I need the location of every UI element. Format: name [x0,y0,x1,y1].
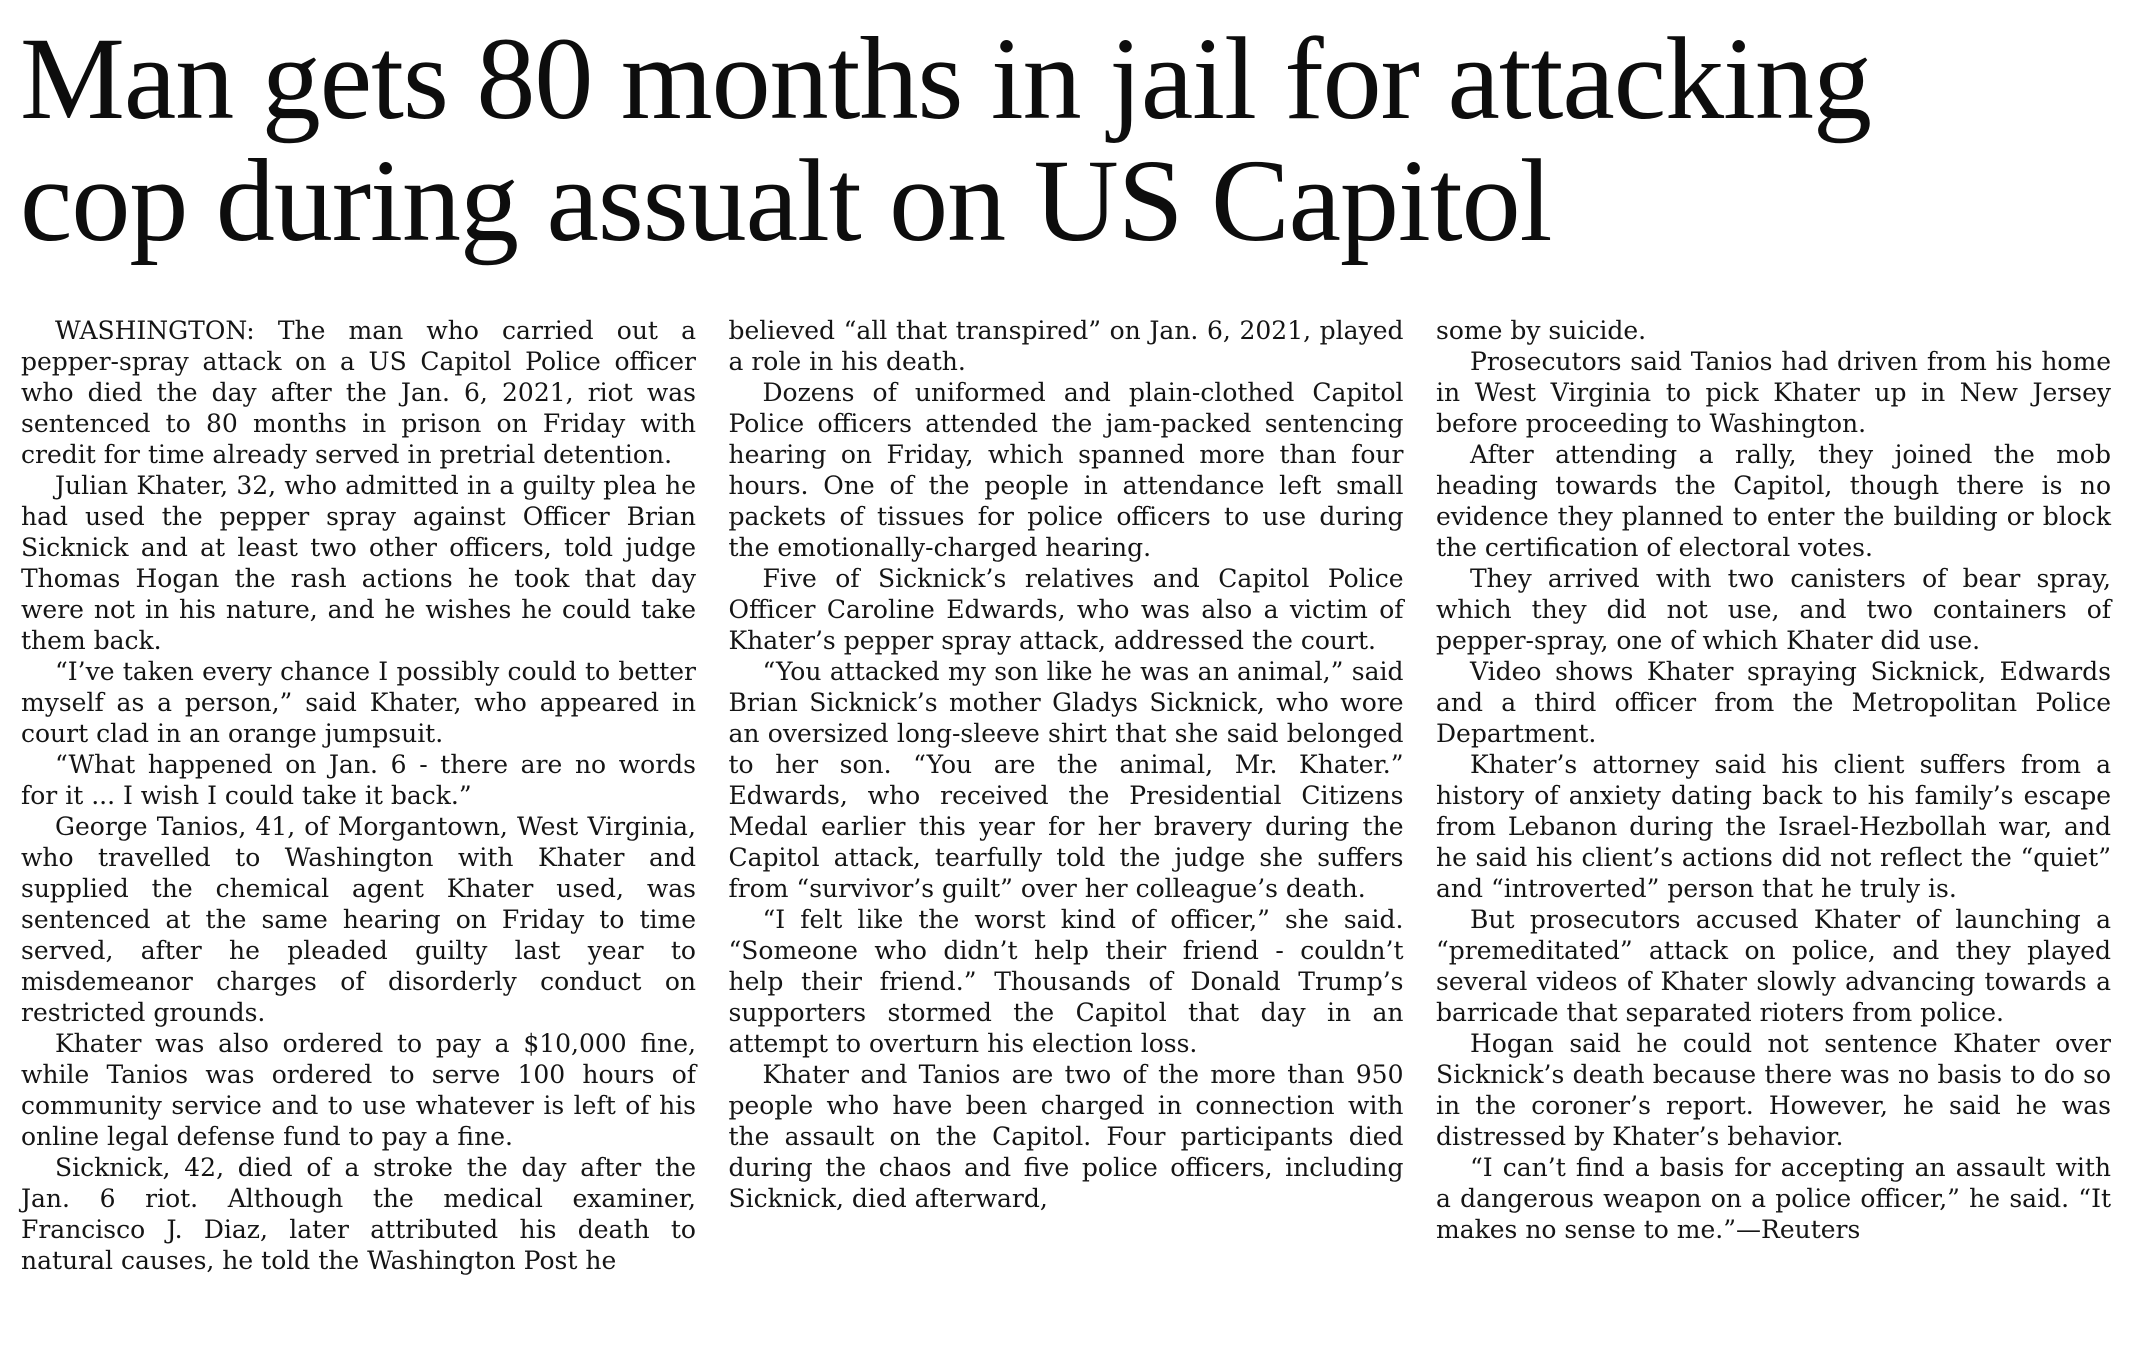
paragraph: Khater was also ordered to pay a $10,000 fine, while Tanios was ordered to serve 100 hours of community service and to use whatever is left of his online legal defense fund to pay a fine. [21,1029,696,1151]
paragraph: Hogan said he could not sentence Khater over Sicknick’s death because there was no basis to do so in the coroner’s report. However, he said he was distressed by Khater’s behavior. [1436,1029,2111,1151]
paragraph: They arrived with two canisters of bear spray, which they did not use, and two containers of pepper-spray, one of which Khater did use. [1436,564,2111,655]
headline-line-2: cop during assualt on US Capitol [20,135,1552,266]
paragraph: Five of Sicknick’s relatives and Capitol Police Officer Caroline Edwards, who was also a victim of Khater’s pepper spray attack, addressed the court. [728,564,1404,655]
paragraph: Julian Khater, 32, who admitted in a guilty plea he had used the pepper spray against Officer Brian Sicknick and at least two other officers, told judge Thomas Hogan the rash actions he took that day were not in his nature, and he wishes he could take them back. [21,471,696,655]
paragraph: Khater’s attorney said his client suffers from a history of anxiety dating back to his family’s escape from Lebanon during the Israel-Hezbollah war, and he said his client’s actions did not reflect the “quiet” and “introverted” person that he truly is. [1436,750,2111,903]
paragraph: “What happened on Jan. 6 - there are no words for it ... I wish I could take it back.” [21,750,696,810]
paragraph: Dozens of uniformed and plain-clothed Capitol Police officers attended the jam-packed sentencing hearing on Friday, which spanned more than four hours. One of the people in attendance left small packets of tissues for police officers to use during the emotionally-charged hearing. [728,378,1404,562]
paragraph: “I’ve taken every chance I possibly could to better myself as a person,” said Khater, who appeared in court clad in an orange jumpsuit. [21,657,696,748]
paragraph: Video shows Khater spraying Sicknick, Edwards and a third officer from the Metropolitan Police Department. [1436,657,2111,748]
paragraph: But prosecutors accused Khater of launching a “premeditated” attack on police, and they played several videos of Khater slowly advancing towards a barricade that separated rioters from police. [1436,905,2111,1027]
column-3 [1436,315,2111,1355]
paragraph: Sicknick, 42, died of a stroke the day after the Jan. 6 riot. Although the medical examiner, Francisco J. Diaz, later attributed his death to natural causes, he told the Washington Post he [21,1153,696,1275]
article-body [21,315,2111,1355]
paragraph: After attending a rally, they joined the mob heading towards the Capitol, though there is no evidence they planned to enter the building or block the certification of electoral votes. [1436,440,2111,562]
column-2 [729,315,1404,1355]
column-1 [21,315,696,1355]
paragraph: “I felt like the worst kind of officer,” she said. “Someone who didn’t help their friend - couldn’t help their friend.” Thousands of Donald Trump’s supporters stormed the Capitol that day in an attempt to overturn his election loss. [728,905,1404,1058]
paragraph-continued: some by suicide. [1436,316,1647,345]
paragraph: “I can’t find a basis for accepting an assault with a dangerous weapon on a police officer,” he said. “It makes no sense to me.”—Reuters [1436,1153,2111,1244]
paragraph-continued: believed “all that transpired” on Jan. 6, 2021, played a role in his death. [728,316,1404,376]
paragraph: “You attacked my son like he was an animal,” said Brian Sicknick’s mother Gladys Sicknick, who wore an oversized long-sleeve shirt that she said belonged to her son. “You are the animal, Mr. Khater.” Edwards, who received the Presidential Citizens Medal earlier this year for her bravery during the Capitol attack, tearfully told the judge she suffers from “survivor’s guilt” over her colleague’s death. [728,657,1404,903]
paragraph: Prosecutors said Tanios had driven from his home in West Virginia to pick Khater up in New Jersey before proceeding to Washington. [1436,347,2111,438]
paragraph: George Tanios, 41, of Morgantown, West Virginia, who travelled to Washington with Khater and supplied the chemical agent Khater used, was sentenced at the same hearing on Friday to time served, after he pleaded guilty last year to misdemeanor charges of disorderly conduct on restricted grounds. [21,812,696,1027]
headline-line-1: Man gets 80 months in jail for attacking [20,13,1871,144]
paragraph: WASHINGTON: The man who carried out a pepper-spray attack on a US Capitol Police officer who died the day after the Jan. 6, 2021, riot was sentenced to 80 months in prison on Friday with credit for time already served in pretrial detention. [21,316,696,469]
paragraph: Khater and Tanios are two of the more than 950 people who have been charged in connection with the assault on the Capitol. Four participants died during the chaos and five police officers, including Sicknick, died afterward, [728,1060,1404,1213]
headline [20,13,2120,266]
